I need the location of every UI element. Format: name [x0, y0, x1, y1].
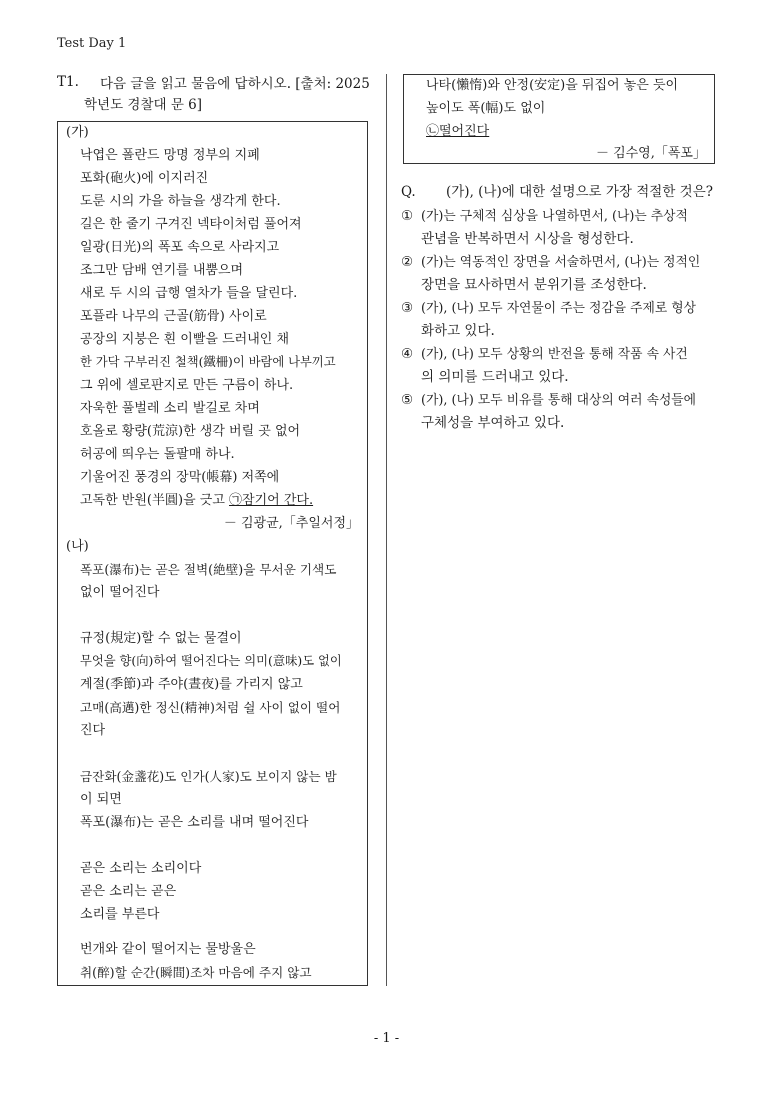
poem-a-line: 포플라 나무의 근골(筋骨) 사이로	[80, 309, 267, 324]
question-number: T1.	[57, 74, 79, 90]
poem-b-line: 곧은 소리는 곧은	[80, 884, 177, 899]
poem-b-line: 폭포(瀑布)는 곧은 소리를 내며 떨어진다	[80, 815, 309, 830]
option-text: (가), (나) 모두 비유를 통해 대상의 여러 속성들에	[421, 393, 697, 408]
poem-b-line: 취(醉)할 순간(瞬間)조차 마음에 주지 않고	[80, 965, 312, 980]
poem-a-line: 한 가닥 구부러진 철책(鐵柵)이 바람에 나부끼고	[80, 355, 336, 369]
option-number: ④	[401, 346, 414, 362]
poem-a-line: 포화(砲火)에 이지러진	[80, 171, 209, 186]
poem-b-attribution: － 김수영,「폭포」	[595, 146, 706, 161]
option-number: ③	[401, 300, 414, 316]
poem-b-line: 계절(季節)과 주야(晝夜)를 가리지 않고	[80, 677, 303, 692]
page-header: Test Day 1	[57, 36, 127, 51]
sub-question-label: Q.	[401, 184, 416, 200]
option-text: 관념을 반복하면서 시상을 형성한다.	[421, 231, 634, 247]
instruction-line-2: 학년도 경찰대 문 6]	[84, 97, 203, 113]
poem-b-cont-line: 높이도 폭(幅)도 없이	[426, 101, 546, 116]
page-number: - 1 -	[373, 1031, 400, 1046]
option-text: (가), (나) 모두 상황의 반전을 통해 작품 속 사건	[421, 347, 688, 362]
column-divider	[386, 74, 387, 986]
option-text: 의 의미를 드러내고 있다.	[421, 369, 569, 385]
poem-a-line: 그 위에 셀로판지로 만든 구름이 하나.	[80, 378, 294, 393]
instruction-line-1: 다음 글을 읽고 물음에 답하시오. [출처: 2025	[100, 76, 370, 92]
poem-a-line: 길은 한 줄기 구겨진 넥타이처럼 풀어져	[80, 217, 302, 232]
poem-b-line: 이 되면	[80, 792, 122, 807]
poem-b-line: 규정(規定)할 수 없는 물결이	[80, 631, 242, 646]
poem-b-line: 무엇을 향(向)하여 떨어진다는 의미(意味)도 없이	[80, 654, 342, 668]
poem-b-cont-line: 나타(懶惰)와 안정(安定)을 뒤집어 놓은 듯이	[426, 78, 679, 93]
poem-a-last-line-prefix: 고독한 반원(半圓)을 긋고	[80, 493, 230, 508]
poem-a-line: 낙엽은 폴란드 망명 정부의 지폐	[80, 148, 260, 163]
poem-b-line: 곧은 소리는 소리이다	[80, 861, 202, 876]
option-text: 화하고 있다.	[421, 323, 495, 339]
poem-a-attribution: － 김광균,「추일서정」	[223, 516, 359, 531]
poem-a-line: 일광(日光)의 폭포 속으로 사라지고	[80, 240, 280, 255]
poem-a-line: 자욱한 풀벌레 소리 발길로 차며	[80, 401, 260, 416]
poem-b-line: 번개와 같이 떨어지는 물방울은	[80, 942, 256, 957]
poem-b-line: 없이 떨어진다	[80, 585, 160, 600]
poem-a-label: (가)	[66, 125, 89, 140]
poem-b-line: 고매(高邁)한 정신(精神)처럼 쉴 사이 없이 떨어	[80, 700, 341, 715]
poem-b-line: 금잔화(金盞花)도 인가(人家)도 보이지 않는 밤	[80, 769, 337, 784]
option-number: ②	[401, 254, 414, 270]
poem-a-line: 호올로 황량(荒涼)한 생각 버릴 곳 없어	[80, 424, 301, 439]
underlined-phrase-a: ㉠잠기어 간다.	[229, 493, 314, 508]
sub-question-text: (가), (나)에 대한 설명으로 가장 적절한 것은?	[446, 184, 713, 200]
poem-a-line: 허공에 띄우는 돌팔매 하나.	[80, 447, 235, 462]
option-text: (가), (나) 모두 자연물이 주는 정감을 주제로 형상	[421, 301, 697, 316]
passage-box	[57, 121, 368, 986]
question-instruction	[84, 74, 380, 116]
poem-b-line: 폭포(瀑布)는 곧은 절벽(絶壁)을 무서운 기색도	[80, 562, 337, 577]
option-text: 구체성을 부여하고 있다.	[421, 415, 565, 431]
poem-a-line: 기울어진 풍경의 장막(帳幕) 저쪽에	[80, 470, 280, 485]
poem-a-line: 공장의 지붕은 흰 이빨을 드러내인 채	[80, 332, 290, 347]
passage-continuation-box	[403, 74, 715, 164]
option-number: ①	[401, 208, 414, 224]
poem-b-line: 진다	[80, 723, 106, 738]
option-number: ⑤	[401, 392, 414, 408]
option-text: 장면을 묘사하면서 분위기를 조성한다.	[421, 277, 647, 293]
underlined-phrase-b: ㉡떨어진다	[426, 124, 490, 139]
poem-a-line: 새로 두 시의 급행 열차가 들을 달린다.	[80, 286, 298, 301]
option-text: (가)는 구체적 심상을 나열하면서, (나)는 추상적	[421, 209, 688, 224]
poem-a-last-line	[80, 492, 313, 509]
poem-a-line: 조그만 담배 연기를 내뿜으며	[80, 263, 244, 278]
option-text: (가)는 역동적인 장면을 서술하면서, (나)는 정적인	[421, 255, 701, 270]
poem-b-label: (나)	[66, 539, 89, 554]
poem-a-line: 도룬 시의 가을 하늘을 생각게 한다.	[80, 194, 281, 209]
poem-b-line: 소리를 부른다	[80, 907, 160, 922]
